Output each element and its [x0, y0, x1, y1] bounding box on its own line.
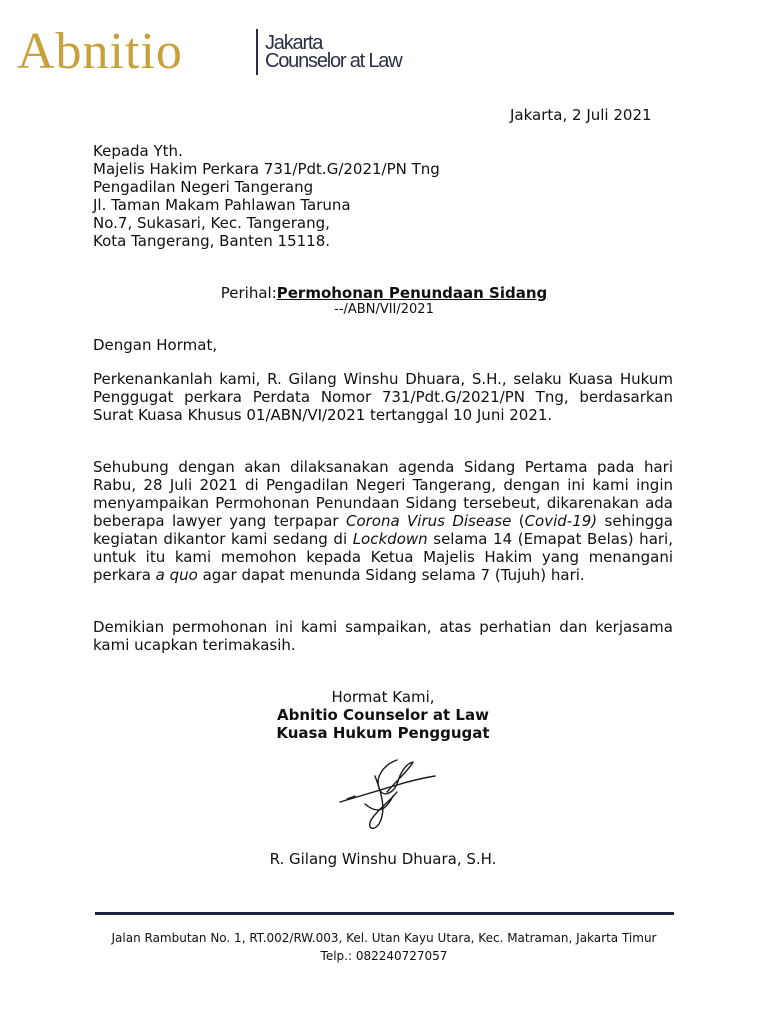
footer-address: Jalan Rambutan No. 1, RT.002/RW.003, Kel. Utan Kayu Utara, Kec. Matraman, Jakarta Timur — [111, 931, 657, 945]
signer-name: R. Gilang Winshu Dhuara, S.H. — [269, 850, 497, 868]
recipient-line: No.7, Sukasari, Kec. Tangerang, — [93, 214, 330, 232]
closing-greeting: Hormat Kami, — [331, 688, 435, 706]
recipient-line: Jl. Taman Makam Pahlawan Taruna — [93, 196, 351, 214]
italic-term: Lockdown — [352, 530, 428, 548]
letterhead-divider — [256, 29, 258, 75]
closing-role: Kuasa Hukum Penggugat — [276, 724, 490, 742]
paragraph-text: ( — [511, 512, 525, 530]
letter-date: Jakarta, 2 Juli 2021 — [510, 106, 652, 124]
paragraph-text: sehingga kegiatan dikantor kami sedang di — [93, 512, 673, 548]
reference-number: --/ABN/VII/2021 — [334, 302, 434, 317]
letterhead-tagline: Counselor at Law — [265, 50, 402, 72]
recipient-line: Kepada Yth. — [93, 142, 183, 160]
letterhead-city: Jakarta — [265, 32, 323, 54]
letterhead-logo: Abnitio — [17, 23, 183, 80]
paragraph-introduction: Perkenankanlah kami, R. Gilang Winshu Dhuara, S.H., selaku Kuasa Hukum Penggugat perkara Perdata Nomor 731/Pdt.G/2021/PN Tng, berdasarkan Surat Kuasa Khusus 01/ABN/VI/2021 tertanggal 10 Juni 2021. — [93, 370, 673, 424]
salutation: Dengan Hormat, — [93, 336, 218, 354]
recipient-line: Kota Tangerang, Banten 15118. — [93, 232, 331, 250]
subject-line — [0, 284, 768, 302]
subject-title: Permohonan Penundaan Sidang — [276, 284, 548, 302]
italic-term: Corona Virus Disease — [345, 512, 512, 530]
paragraph-closing: Demikian permohonan ini kami sampaikan, atas perhatian dan kerjasama kami ucapkan terimakasih. — [93, 618, 673, 654]
paragraph-request — [93, 458, 673, 584]
paragraph-text: Sehubung dengan akan dilaksanakan agenda Sidang Pertama pada hari Rabu, 28 Juli 2021 di Pengadilan Negeri Tangerang, dengan ini kami ingin menyampaikan Permohonan Penundaan Sidang tersebeut, dikarenakan ada beberapa lawyer yang terpapar — [93, 458, 673, 530]
subject-label: Perihal: — [220, 284, 277, 302]
closing-firm: Abnitio Counselor at Law — [277, 706, 489, 724]
recipient-line: Pengadilan Negeri Tangerang — [93, 178, 314, 196]
paragraph-text: selama 14 (Emapat Belas) hari, untuk itu kami memohon kepada Ketua Majelis Hakim yang menangani perkara — [93, 530, 673, 584]
footer-divider — [95, 912, 674, 915]
italic-term: Covid-19) — [524, 512, 598, 530]
paragraph-text: agar dapat menunda Sidang selama 7 (Tujuh) hari. — [197, 566, 585, 584]
letterhead-subtitle — [265, 34, 401, 70]
handwritten-signature — [335, 752, 445, 842]
footer-phone: Telp.: 082240727057 — [320, 949, 448, 963]
italic-term: a quo — [155, 566, 198, 584]
recipient-line: Majelis Hakim Perkara 731/Pdt.G/2021/PN Tng — [93, 160, 440, 178]
